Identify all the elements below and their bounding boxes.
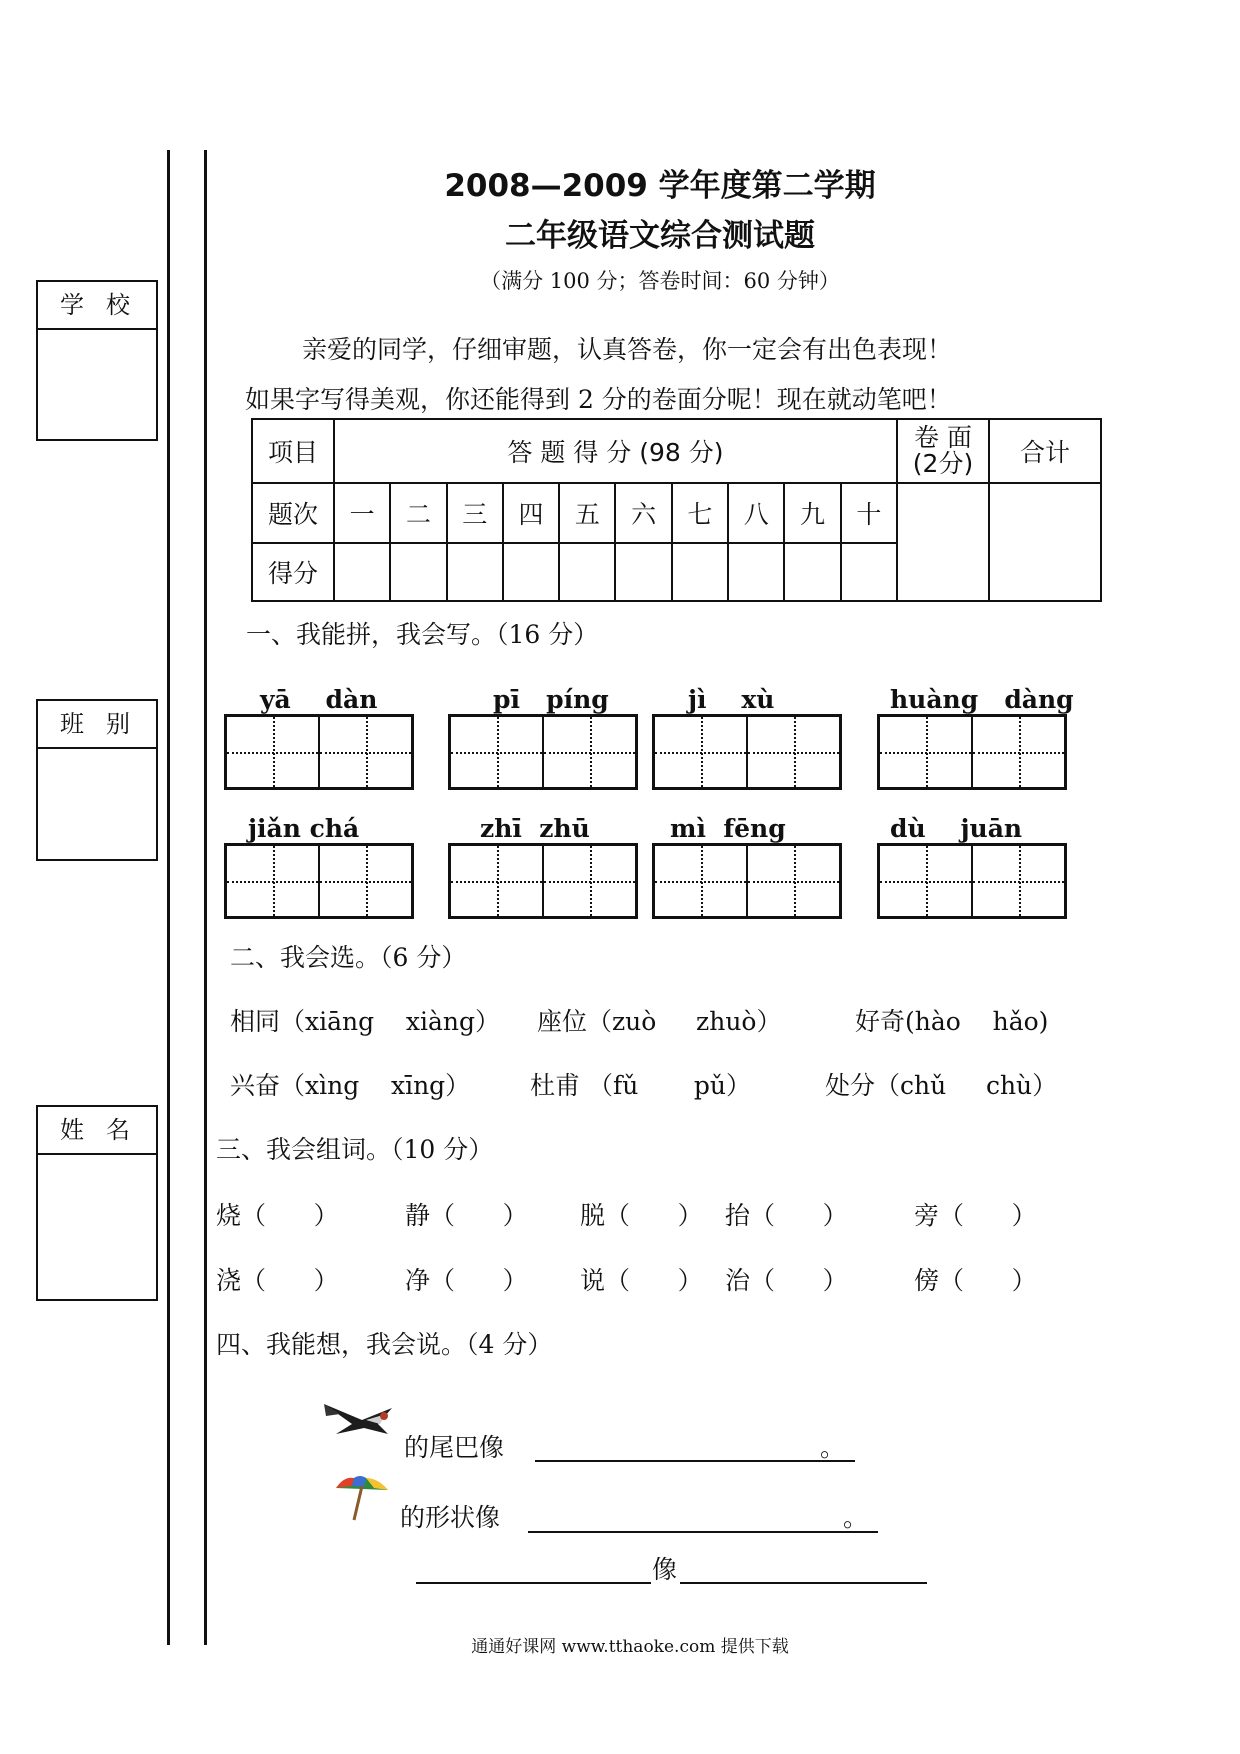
score-cell-2[interactable] <box>390 543 446 601</box>
score-cell-7[interactable] <box>672 543 728 601</box>
paper-label-1: 卷 面 <box>914 423 972 452</box>
score-cell-6[interactable] <box>615 543 671 601</box>
word-7: 净（ ） <box>405 1266 528 1295</box>
word-6: 浇（ ） <box>216 1266 339 1295</box>
score-table <box>251 418 1102 602</box>
writing-grid-4[interactable] <box>877 714 1067 790</box>
number-7: 七 <box>672 483 728 543</box>
score-label: 得分 <box>252 543 334 601</box>
word-2: 静（ ） <box>405 1201 528 1230</box>
number-label: 题次 <box>252 483 334 543</box>
word-1: 烧（ ） <box>216 1201 339 1230</box>
shape-prompt: 的形状像 <box>400 1503 501 1532</box>
swallow-icon <box>322 1394 398 1444</box>
score-cell-9[interactable] <box>784 543 840 601</box>
number-4: 四 <box>503 483 559 543</box>
pinyin-4: huàng dàng <box>890 685 1074 714</box>
number-9: 九 <box>784 483 840 543</box>
number-2: 二 <box>390 483 446 543</box>
word-8: 说（ ） <box>580 1266 703 1295</box>
choice-5: 杜甫 （fǔ pǔ） <box>530 1071 752 1100</box>
paper-label-2: (2分) <box>912 449 974 478</box>
word-3: 脱（ ） <box>580 1201 703 1230</box>
number-3: 三 <box>447 483 503 543</box>
title-line-1: 2008—2009 学年度第二学期 <box>444 168 876 204</box>
choice-4: 兴奋（xìng xīng） <box>230 1071 471 1100</box>
choice-6: 处分（chǔ chù） <box>825 1071 1058 1100</box>
section-1-heading: 一、我能拼，我会写。（16 分） <box>246 620 599 649</box>
intro-line-2: 如果字写得美观，你还能得到 2 分的卷面分呢！现在就动笔吧！ <box>245 385 952 414</box>
answer-score-header: 答 题 得 分 (98 分) <box>334 419 897 483</box>
total-header: 合计 <box>989 419 1101 483</box>
paper-score-cell[interactable] <box>897 483 989 601</box>
free-answer-line-right[interactable] <box>680 1582 927 1584</box>
writing-grid-8[interactable] <box>877 843 1067 919</box>
pinyin-6: zhī zhū <box>480 814 590 843</box>
score-cell-8[interactable] <box>728 543 784 601</box>
number-5: 五 <box>559 483 615 543</box>
word-5: 旁（ ） <box>914 1201 1037 1230</box>
tail-period: 。 <box>820 1433 846 1462</box>
word-9: 治（ ） <box>725 1266 848 1295</box>
pinyin-3: jì xù <box>688 685 775 714</box>
footer-source: 通通好课网 www.tthaoke.com 提供下载 <box>471 1637 789 1657</box>
paper-score-header <box>897 419 989 483</box>
name-box <box>36 1105 158 1301</box>
score-cell-5[interactable] <box>559 543 615 601</box>
school-box <box>36 280 158 441</box>
score-cell-3[interactable] <box>447 543 503 601</box>
title-line-2: 二年级语文综合测试题 <box>505 218 815 254</box>
section-4-heading: 四、我能想，我会说。（4 分） <box>216 1330 553 1359</box>
writing-grid-7[interactable] <box>652 843 842 919</box>
choice-3: 好奇(hào hǎo) <box>855 1007 1049 1036</box>
shape-period: 。 <box>843 1503 869 1532</box>
number-8: 八 <box>728 483 784 543</box>
free-answer-line-left[interactable] <box>416 1582 651 1584</box>
pinyin-1: yā dàn <box>260 685 378 714</box>
writing-grid-2[interactable] <box>448 714 638 790</box>
pinyin-5: jiǎn chá <box>248 814 360 843</box>
exam-info: （满分 100 分；答卷时间：60 分钟） <box>480 269 840 293</box>
score-cell-10[interactable] <box>841 543 897 601</box>
umbrella-icon <box>332 1466 392 1522</box>
name-label: 姓名 <box>38 1107 156 1155</box>
score-cell-1[interactable] <box>334 543 390 601</box>
choice-1: 相同（xiāng xiàng） <box>230 1007 500 1036</box>
total-score-cell[interactable] <box>989 483 1101 601</box>
item-label: 项目 <box>252 419 334 483</box>
number-10: 十 <box>841 483 897 543</box>
binding-line-right <box>204 150 207 1645</box>
pinyin-2: pī píng <box>493 685 609 714</box>
number-1: 一 <box>334 483 390 543</box>
section-3-heading: 三、我会组词。（10 分） <box>216 1135 494 1164</box>
word-10: 傍（ ） <box>914 1266 1037 1295</box>
choice-2: 座位（zuò zhuò） <box>537 1007 782 1036</box>
intro-line-1: 亲爱的同学，仔细审题，认真答卷，你一定会有出色表现！ <box>302 335 953 364</box>
writing-grid-1[interactable] <box>224 714 414 790</box>
number-6: 六 <box>615 483 671 543</box>
pinyin-8: dù juān <box>890 814 1023 843</box>
binding-line-left <box>167 150 170 1645</box>
writing-grid-3[interactable] <box>652 714 842 790</box>
free-answer-middle: 像 <box>652 1555 678 1584</box>
word-4: 抬（ ） <box>725 1201 848 1230</box>
section-2-heading: 二、我会选。（6 分） <box>230 943 467 972</box>
score-cell-4[interactable] <box>503 543 559 601</box>
class-box <box>36 699 158 861</box>
tail-answer-line[interactable] <box>535 1460 855 1462</box>
writing-grid-6[interactable] <box>448 843 638 919</box>
class-label: 班别 <box>38 701 156 749</box>
pinyin-7: mì fēng <box>670 814 786 843</box>
shape-answer-line[interactable] <box>528 1531 878 1533</box>
school-label: 学校 <box>38 282 156 330</box>
tail-prompt: 的尾巴像 <box>404 1433 505 1462</box>
writing-grid-5[interactable] <box>224 843 414 919</box>
